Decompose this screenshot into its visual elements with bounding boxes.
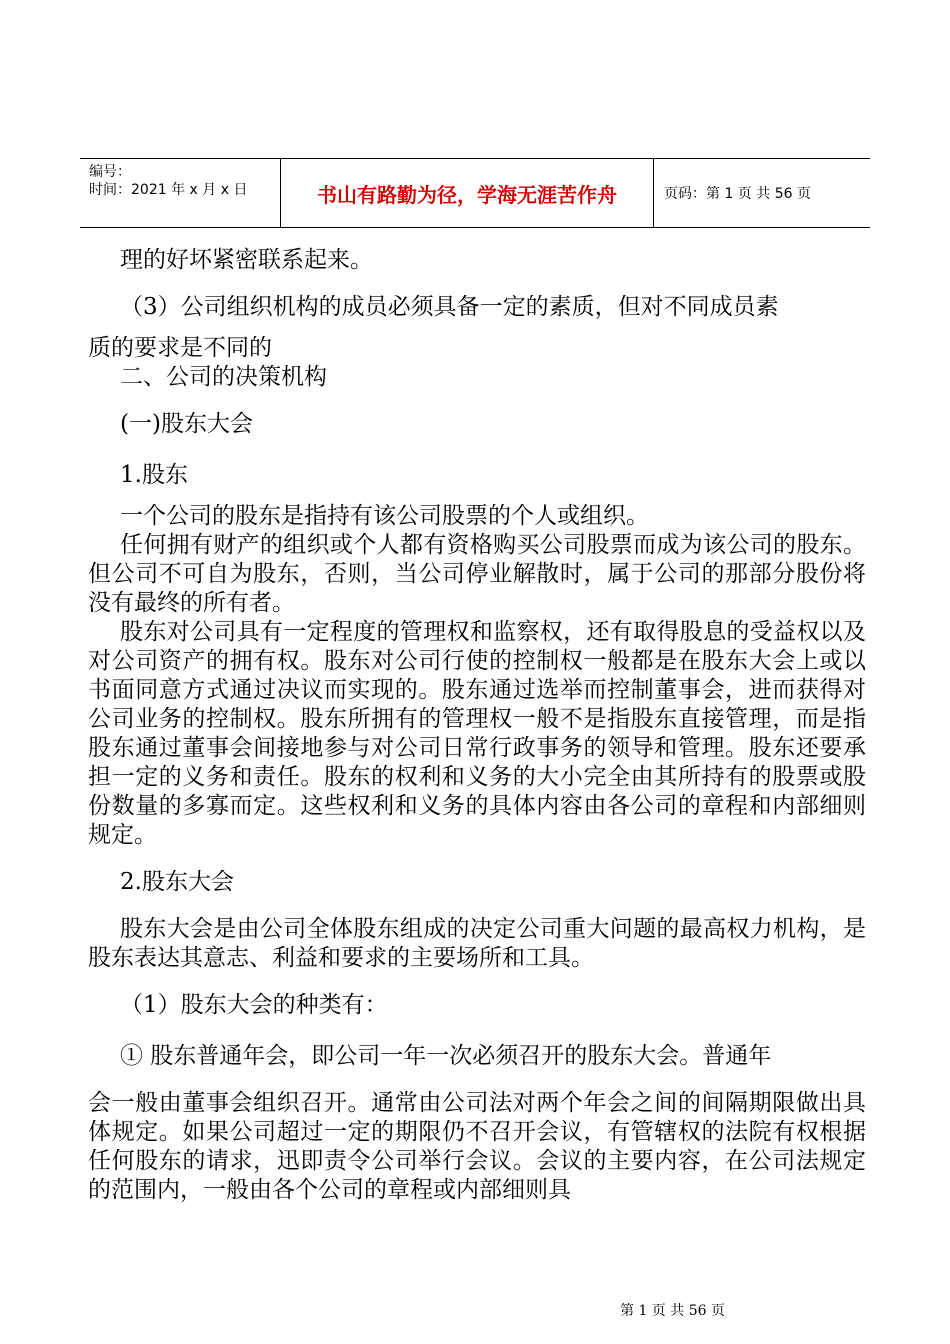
paragraph: ① 股东普通年会，即公司一年一次必须召开的股东大会。普通年 [120, 1043, 772, 1069]
item-heading: 1.股东 [120, 462, 188, 488]
paragraph: 质的要求是不同的 [88, 335, 272, 361]
document-time-label: 时间：2021 年 x 月 x 日 [89, 182, 248, 198]
page-footer: 第 1 页 共 56 页 [620, 1303, 725, 1319]
paragraph: 股东对公司具有一定程度的管理权和监察权，还有取得股息的受益权以及对公司资产的拥有权。股东对公司行使的控制权一般都是在股东大会上或以书面同意方式通过决议而实现的。股东通过选举而控制董事会，进而获得对公司业务的控制权。股东所拥有的管理权一般不是指股东直接管理，而是指股东通过董事会间接地参与对公司日常行政事务的领导和管理。股东还要承担一定的义务和责任。股东的权利和义务的大小完全由其所持有的股票或股份数量的多寡而定。这些权利和义务的具体内容由各公司的章程和内部细则规定。 [88, 619, 866, 848]
paragraph: 股东大会是由公司全体股东组成的决定公司重大问题的最高权力机构，是股东表达其意志、利益和要求的主要场所和工具。 [88, 916, 866, 971]
section-heading: 二、公司的决策机构 [120, 364, 327, 390]
paragraph: 一个公司的股东是指持有该公司股票的个人或组织。 [120, 503, 649, 529]
paragraph: 会一般由董事会组织召开。通常由公司法对两个年会之间的间隔期限做出具体规定。如果公司超过一定的期限仍不召开会议，有管辖权的法院有权根据任何股东的请求，迅即责令公司举行会议。会议的主要内容，在公司法规定的范围内，一般由各个公司的章程或内部细则具 [88, 1090, 866, 1203]
subsection-heading: (一)股东大会 [120, 411, 253, 437]
paragraph: 理的好坏紧密联系起来。 [120, 247, 373, 273]
paragraph: （1）股东大会的种类有： [120, 992, 388, 1018]
header-motto: 书山有路勤为径，学海无涯苦作舟 [281, 159, 654, 227]
item-heading: 2.股东大会 [120, 869, 234, 895]
header-meta [80, 159, 281, 227]
document-body [88, 246, 866, 1205]
header-page-info: 页码：第 1 页 共 56 页 [664, 186, 811, 202]
document-number-label: 编号： [89, 164, 131, 180]
paragraph: 任何拥有财产的组织或个人都有资格购买公司股票而成为该公司的股东。但公司不可自为股东，否则，当公司停业解散时，属于公司的那部分股份将没有最终的所有者。 [88, 532, 866, 616]
paragraph: （3）公司组织机构的成员必须具备一定的素质，但对不同成员素 [120, 294, 779, 320]
page-header [80, 158, 870, 228]
